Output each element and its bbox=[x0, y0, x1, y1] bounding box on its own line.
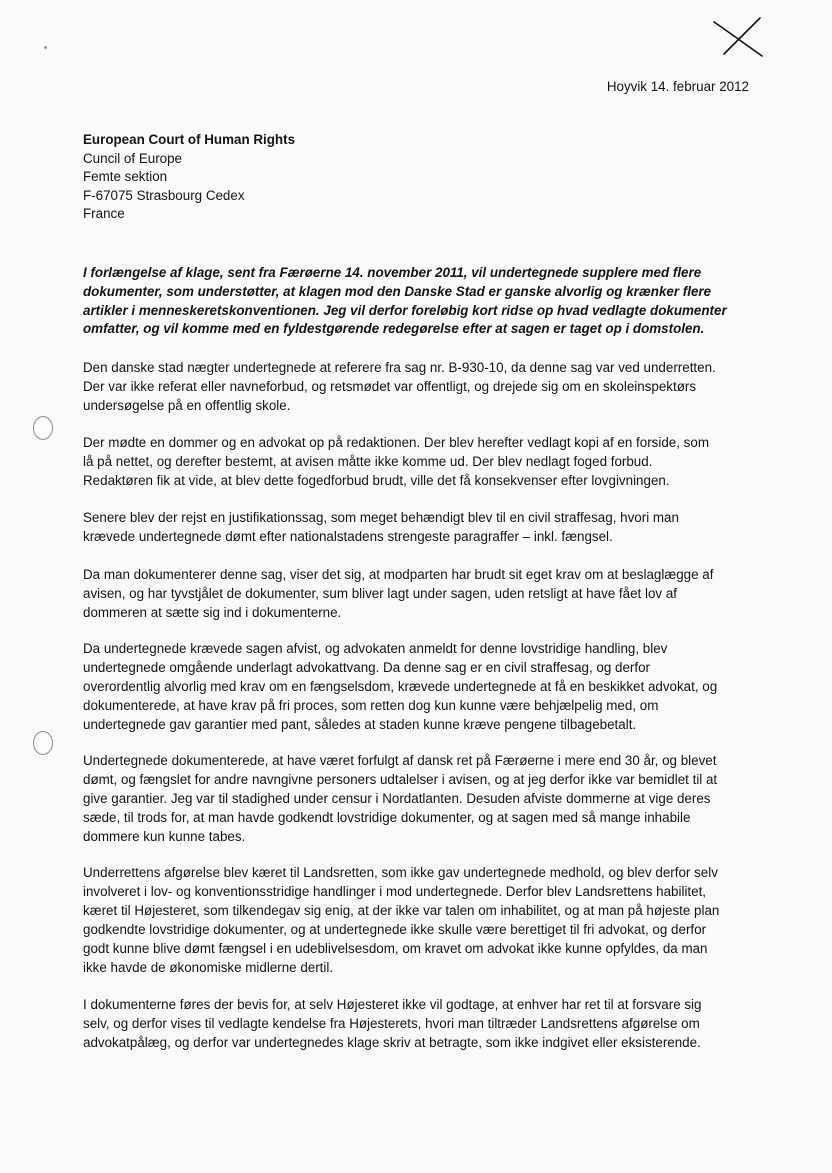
text-line: Undertegnede dokumenterede, at have været forfulgt af dansk ret på Færøerne i mere end 30 år, og blevet bbox=[83, 753, 717, 768]
text-line: godt kunne blive dømt fængsel i en udeblivelsesdom, om kravet om advokat ikke kunne opfyldes, da man bbox=[83, 940, 708, 956]
text-line: I dokumenterne føres der bevis for, at selv Højesteret ikke vil godtage, at enhver har ret til at forsvare sig bbox=[83, 997, 702, 1012]
text-line: Der var ikke referat eller navneforbud, og retsmødet var offentligt, og drejede sig om en skoleinspektørs bbox=[83, 378, 697, 394]
text-line: krævede undertegnede dømt efter nationalstadens strengeste paragraffer – inkl. fængsel. bbox=[83, 528, 613, 544]
body-paragraph-4 bbox=[83, 566, 755, 623]
text-line: ikke havde de økonomiske midlerne dertil. bbox=[83, 959, 334, 975]
text-line: godkendte lovstridige dokumenter, og at undertegnede ikke skulle være berettiget til fri advokat, og derfor bbox=[83, 921, 707, 937]
text-line: Senere blev der rejst en justifikationssag, som meget behændigt blev til en civil straffesag, hvori man bbox=[83, 510, 679, 525]
text-line: Der mødte en dommer og en advokat op på redaktionen. Der blev herefter vedlagt kopi af en forside, som bbox=[83, 435, 709, 450]
address-line: F-67075 Strasbourg Cedex bbox=[83, 187, 245, 203]
text-line: Redaktøren fik at vide, at blev dette fogedforbud brudt, ville det få konsekvenser efter lovgivningen. bbox=[83, 472, 670, 488]
text-line: avisen, og har tyvstjålet de dokumenter, sum bliver lagt under sagen, uden retsligt at have fået lov af bbox=[83, 585, 677, 601]
text-line: give garantier. Jeg var til stadighed under censur i Nordatlanten. Desuden afviste dommerne at vige deres bbox=[83, 790, 711, 806]
text-line: omfatter, og vil komme med en fyldestgørende redegørelse efter at sagen er taget op i domstolen. bbox=[83, 321, 705, 337]
body-paragraph-8 bbox=[83, 996, 755, 1053]
text-line: involveret i lov- og konventionsstridige handlinger i mod undertegnede. Derfor blev Landsrettens habilitet, bbox=[83, 883, 707, 899]
punch-hole-top bbox=[33, 416, 53, 440]
text-line: I forlængelse af klage, sent fra Færøerne 14. november 2011, vil undertegnede supplere med flere bbox=[83, 265, 702, 280]
text-line: undersøgelse på en offentlig skole. bbox=[83, 397, 291, 413]
body-paragraph-3 bbox=[83, 509, 755, 547]
body-paragraph-5 bbox=[83, 640, 755, 735]
text-line: dokumenter, som understøtter, at klagen mod den Danske Stad er ganske alvorlig og krænker flere bbox=[83, 283, 712, 299]
address-line: Femte sektion bbox=[83, 169, 168, 185]
text-line: selv, og derfor vises til vedlagte kendelse fra Højesterets, hvori man tiltræder Landsrettens afgørelse om bbox=[83, 1015, 700, 1031]
address-line: Cuncil of Europe bbox=[83, 150, 182, 166]
text-line: Den danske stad nægter undertegnede at referere fra sag nr. B-930-10, da denne sag var ved underretten. bbox=[83, 360, 716, 375]
text-line: overordentlig alvorlig med krav om en fængselsdom, krævede undertegnede at få en beskikket advokat, og bbox=[83, 678, 718, 694]
punch-hole-bottom bbox=[33, 731, 53, 755]
intro-paragraph bbox=[83, 264, 755, 339]
letter-date: Hoyvik 14. februar 2012 bbox=[606, 79, 749, 94]
text-line: sæde, til trods for, at man havde godkendt lovstridige dokumenter, og at sagen med så mange inhabile bbox=[83, 809, 691, 825]
text-line: dommere kun kunne tabes. bbox=[83, 828, 246, 844]
text-line: Underrettens afgørelse blev kæret til Landsretten, som ikke gav undertegnede medhold, og blev derfor selv bbox=[83, 865, 718, 880]
address-line: France bbox=[83, 206, 125, 222]
recipient-court: European Court of Human Rights bbox=[83, 132, 296, 147]
text-line: dømt, og fængslet for andre navngivne personers udtalelser i avisen, og at jeg derfor ikke var bemidlet til at bbox=[83, 771, 718, 787]
body-paragraph-1 bbox=[83, 359, 755, 416]
text-line: undertegnede gav garantier med pant, således at staden kunne kræve pengene tilbagebetalt. bbox=[83, 716, 637, 732]
body-paragraph-2 bbox=[83, 434, 755, 491]
text-line: Da undertegnede krævede sagen afvist, og advokaten anmeldt for denne lovstridige handling, blev bbox=[83, 641, 668, 656]
text-line: kæret til Højesteret, som tilkendegav sig enig, at der ikke var talen om inhabilitet, og at man på højeste plan bbox=[83, 902, 720, 918]
body-paragraph-6 bbox=[83, 752, 755, 847]
handwritten-x-mark bbox=[712, 16, 764, 58]
text-line: Da man dokumenterer denne sag, viser det sig, at modparten har brudt sit eget krav om at beslaglægge af bbox=[83, 567, 714, 582]
body-paragraph-7 bbox=[83, 864, 755, 977]
text-line: undertegnede omgående underlagt advokattvang. Da denne sag er en civil straffesag, og derfor bbox=[83, 659, 651, 675]
scan-speck bbox=[44, 46, 47, 49]
text-line: advokatpålæg, og derfor var undertegnedes klage skriv at betragte, som ikke indgivet eller eksisterende. bbox=[83, 1034, 701, 1050]
text-line: dokumenterede, at have krav på fri proces, som retten dog kun kunne være behjælpelig med, om bbox=[83, 697, 659, 713]
text-line: lå på nettet, og derefter bestemt, at avisen måtte ikke komme ud. Der blev nedlagt foged forbud. bbox=[83, 453, 653, 469]
text-line: artikler i menneskeretskonventionen. Jeg vil derfor foreløbig kort ridse op hvad vedlagte dokumenter bbox=[83, 302, 727, 318]
text-line: dommeren at sætte sig ind i dokumenterne. bbox=[83, 604, 342, 620]
recipient-address bbox=[83, 131, 295, 224]
